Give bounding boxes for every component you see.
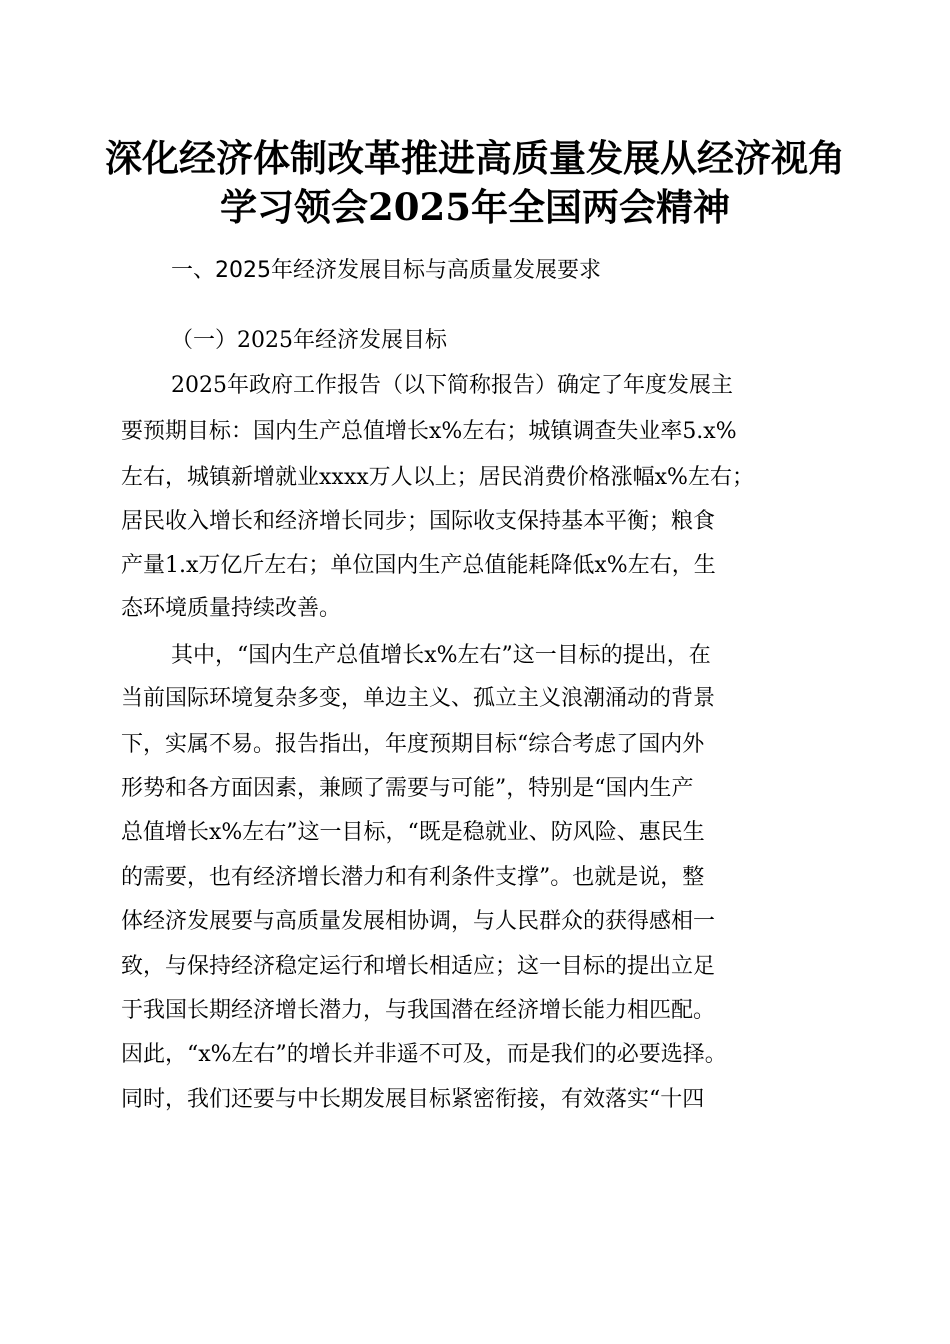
paragraph-line: 致，与保持经济稳定运行和增长相适应；这一目标的提出立足 (121, 954, 716, 979)
subsection-heading: （一）2025年经济发展目标 (171, 328, 447, 353)
paragraph-line: 体经济发展要与高质量发展相协调，与人民群众的获得感相一 (121, 909, 716, 934)
paragraph-line: 要预期目标：国内生产总值增长x%左右；城镇调查失业率5.x% (121, 419, 737, 444)
document-title-line-2: 学习领会2025年全国两会精神 (220, 185, 730, 229)
section-heading: 一、2025年经济发展目标与高质量发展要求 (171, 258, 601, 283)
paragraph-line: 当前国际环境复杂多变，单边主义、孤立主义浪潮涌动的背景 (121, 686, 716, 711)
paragraph-line: 态环境质量持续改善。 (121, 596, 342, 621)
paragraph-line: 的需要，也有经济增长潜力和有利条件支撑”。也就是说，整 (121, 865, 705, 890)
document-title-line-1: 深化经济体制改革推进高质量发展从经济视角 (105, 136, 845, 180)
paragraph-line: 同时，我们还要与中长期发展目标紧密衔接，有效落实“十四 (121, 1087, 705, 1112)
paragraph-line: 于我国长期经济增长潜力，与我国潜在经济增长能力相匹配。 (121, 998, 716, 1023)
paragraph-line: 居民收入增长和经济增长同步；国际收支保持基本平衡；粮食 (121, 509, 716, 534)
paragraph-line: 2025年政府工作报告（以下简称报告）确定了年度发展主 (171, 373, 733, 398)
paragraph-line: 其中，“国内生产总值增长x%左右”这一目标的提出，在 (171, 643, 711, 668)
paragraph-line: 总值增长x%左右”这一目标，“既是稳就业、防风险、惠民生 (121, 820, 705, 845)
paragraph-line: 形势和各方面因素，兼顾了需要与可能”，特别是“国内生产 (121, 776, 694, 801)
paragraph-line: 产量1.x万亿斤左右；单位国内生产总值能耗降低x%左右，生 (121, 553, 716, 578)
paragraph-line: 左右，城镇新增就业xxxx万人以上；居民消费价格涨幅x%左右； (121, 465, 754, 490)
paragraph-line: 下，实属不易。报告指出，年度预期目标“综合考虑了国内外 (121, 732, 705, 757)
paragraph-line: 因此，“x%左右”的增长并非遥不可及，而是我们的必要选择。 (121, 1042, 727, 1067)
